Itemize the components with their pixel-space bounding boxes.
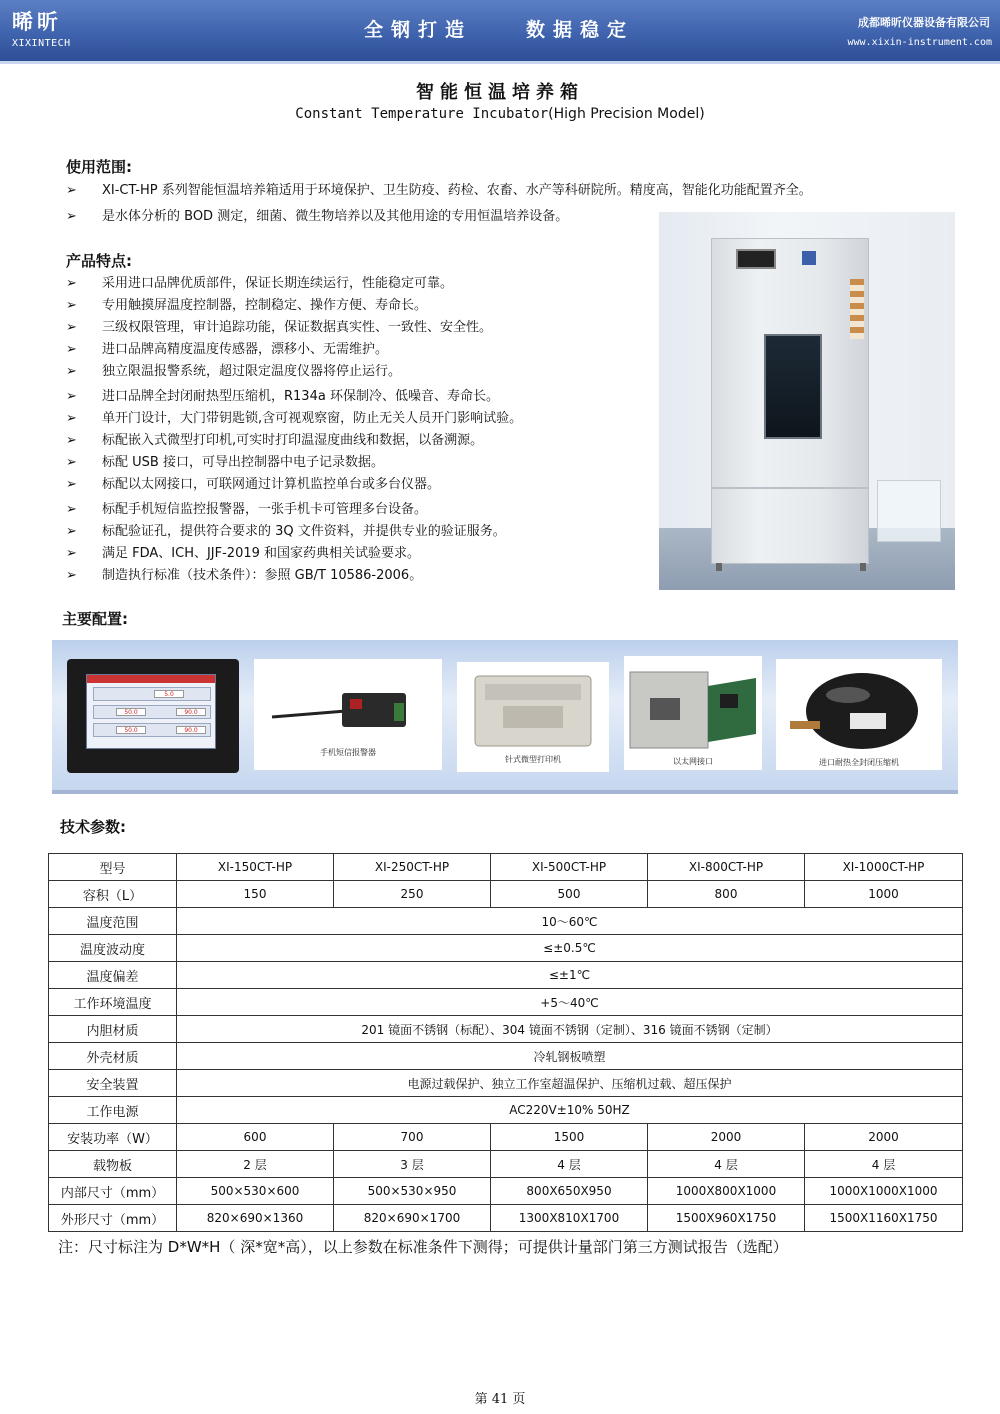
table-cell: 800X650X950	[491, 1178, 648, 1205]
table-cell: 1500X1160X1750	[805, 1205, 963, 1232]
ethernet-card-image	[624, 656, 762, 770]
header-banner	[0, 0, 1000, 64]
table-cell: XI-500CT-HP	[491, 854, 648, 881]
screen-value: 90.0	[176, 708, 206, 716]
bullet-arrow-icon: ➢	[66, 477, 77, 492]
features-heading: 产品特点:	[66, 252, 132, 270]
bullet-arrow-icon: ➢	[66, 364, 77, 379]
table-row	[49, 1043, 963, 1070]
bullet-arrow-icon: ➢	[66, 568, 77, 583]
row-label: 安全装置	[49, 1070, 177, 1097]
slogan-right: 数据稳定	[526, 19, 635, 41]
bullet-arrow-icon: ➢	[66, 389, 77, 404]
list-item-text: 进口品牌全封闭耐热型压缩机，R134a 环保制冷、低噪音、寿命长。	[102, 389, 499, 404]
screen-row	[93, 687, 211, 701]
list-item-text: XI-CT-HP 系列智能恒温培养箱适用于环境保护、卫生防疫、药检、农畜、水产等科研院所。精度高，智能化功能配置齐全。	[102, 183, 812, 198]
table-cell: 2000	[805, 1124, 963, 1151]
table-cell: 800	[648, 881, 805, 908]
product-title-en	[0, 106, 1000, 122]
bullet-arrow-icon: ➢	[66, 411, 77, 426]
table-cell: 700	[334, 1124, 491, 1151]
table-cell: 500×530×950	[334, 1178, 491, 1205]
list-item-text: 三级权限管理，审计追踪功能，保证数据真实性、一致性、安全性。	[102, 320, 493, 335]
table-row	[49, 989, 963, 1016]
spec-table	[48, 853, 963, 1232]
table-cell: XI-250CT-HP	[334, 854, 491, 881]
feature-item	[66, 501, 522, 523]
feature-item	[66, 432, 522, 454]
table-cell: 1000	[805, 881, 963, 908]
company-name: 成都晞昕仪器设备有限公司	[858, 16, 990, 29]
feature-item	[66, 319, 522, 341]
screen-row	[93, 723, 211, 737]
table-cell: 500	[491, 881, 648, 908]
table-cell: 201 镜面不锈钢（标配）、304 镜面不锈钢（定制）、316 镜面不锈钢（定制）	[177, 1016, 963, 1043]
table-row	[49, 935, 963, 962]
ethernet-caption: 以太网接口	[673, 757, 713, 766]
table-row	[49, 1178, 963, 1205]
table-cell: 1300X810X1700	[491, 1205, 648, 1232]
table-cell: 电源过载保护、独立工作室超温保护、压缩机过载、超压保护	[177, 1070, 963, 1097]
printer-image	[457, 662, 609, 772]
table-row	[49, 1151, 963, 1178]
controller-screen	[86, 674, 216, 749]
table-cell: 820×690×1700	[334, 1205, 491, 1232]
sms-alarm-image	[254, 659, 442, 770]
table-row	[49, 908, 963, 935]
table-row	[49, 881, 963, 908]
usage-heading: 使用范围:	[66, 158, 132, 176]
storage-box	[877, 480, 941, 542]
config-heading: 主要配置:	[62, 610, 128, 628]
row-label: 容积（L）	[49, 881, 177, 908]
product-title-cn: 智能恒温培养箱	[416, 82, 584, 103]
list-item-text: 标配以太网接口，可联网通过计算机监控单台或多台仪器。	[102, 477, 441, 492]
compressor-icon	[776, 659, 942, 770]
row-label: 内部尺寸（mm）	[49, 1178, 177, 1205]
row-label: 外形尺寸（mm）	[49, 1205, 177, 1232]
list-item-text: 满足 FDA、ICH、JJF-2019 和国家药典相关试验要求。	[102, 546, 421, 561]
screen-row	[93, 705, 211, 719]
table-cell: 500×530×600	[177, 1178, 334, 1205]
cabinet-legs	[716, 563, 866, 571]
table-cell: 10～60℃	[177, 908, 963, 935]
table-cell: 4 层	[805, 1151, 963, 1178]
control-panel-badge	[802, 251, 816, 265]
product-title-en-sub: (High Precision Model)	[548, 106, 705, 122]
table-cell: XI-1000CT-HP	[805, 854, 963, 881]
feature-item	[66, 545, 522, 567]
screen-title-bar	[87, 675, 215, 683]
table-cell: 1000X800X1000	[648, 1178, 805, 1205]
table-cell: XI-150CT-HP	[177, 854, 334, 881]
table-cell: 600	[177, 1124, 334, 1151]
list-item-text: 制造执行标准（技术条件）：参照 GB/T 10586-2006。	[102, 568, 423, 583]
table-row	[49, 1124, 963, 1151]
list-item-text: 单开门设计，大门带钥匙锁,含可视观察窗，防止无关人员开门影响试验。	[102, 411, 523, 426]
table-cell: 1500X960X1750	[648, 1205, 805, 1232]
table-row	[49, 1070, 963, 1097]
feature-item	[66, 341, 522, 363]
row-label: 安装功率（W）	[49, 1124, 177, 1151]
list-item-text: 标配验证孔，提供符合要求的 3Q 文件资料，并提供专业的验证服务。	[102, 524, 506, 539]
incubator-photo	[659, 212, 955, 590]
table-cell: 冷轧钢板喷塑	[177, 1043, 963, 1070]
page-number: 第 41 页	[474, 1392, 526, 1407]
screen-value: 90.0	[176, 726, 206, 734]
ethernet-card-icon	[624, 656, 762, 770]
row-label: 型号	[49, 854, 177, 881]
bullet-arrow-icon: ➢	[66, 502, 77, 517]
row-label: 工作电源	[49, 1097, 177, 1124]
table-row	[49, 1016, 963, 1043]
bullet-arrow-icon: ➢	[66, 298, 77, 313]
table-cell: ≤±0.5℃	[177, 935, 963, 962]
viewing-window	[764, 334, 822, 439]
feature-item	[66, 388, 522, 410]
list-item-text: 进口品牌高精度温度传感器，漂移小、无需维护。	[102, 342, 389, 357]
list-item-text: 标配 USB 接口，可导出控制器中电子记录数据。	[102, 455, 384, 470]
incubator-cabinet	[711, 238, 869, 564]
table-cell: 3 层	[334, 1151, 491, 1178]
control-panel-display	[736, 249, 776, 269]
feature-item	[66, 410, 522, 432]
list-item-text: 独立限温报警系统，超过限定温度仪器将停止运行。	[102, 364, 402, 379]
label-stickers	[850, 279, 864, 339]
table-cell: 2000	[648, 1124, 805, 1151]
specs-heading: 技术参数:	[60, 818, 126, 836]
list-item-text: 采用进口品牌优质部件，保证长期连续运行，性能稳定可靠。	[102, 276, 454, 291]
feature-item	[66, 567, 522, 589]
screen-value: 50.0	[116, 708, 146, 716]
row-label: 内胆材质	[49, 1016, 177, 1043]
table-cell: 2 层	[177, 1151, 334, 1178]
table-row	[49, 962, 963, 989]
compressor-image	[776, 659, 942, 770]
row-label: 温度范围	[49, 908, 177, 935]
table-cell: ≤±1℃	[177, 962, 963, 989]
table-row	[49, 854, 963, 881]
table-cell: 820×690×1360	[177, 1205, 334, 1232]
table-row	[49, 1205, 963, 1232]
bullet-arrow-icon: ➢	[66, 320, 77, 335]
table-cell: 1000X1000X1000	[805, 1178, 963, 1205]
bullet-arrow-icon: ➢	[66, 524, 77, 539]
table-cell: AC220V±10% 50HZ	[177, 1097, 963, 1124]
table-cell: 250	[334, 881, 491, 908]
compressor-caption: 进口耐热全封闭压缩机	[819, 758, 899, 767]
bullet-arrow-icon: ➢	[66, 546, 77, 561]
table-cell: 4 层	[648, 1151, 805, 1178]
bullet-arrow-icon: ➢	[66, 209, 77, 224]
row-label: 温度偏差	[49, 962, 177, 989]
feature-item	[66, 476, 522, 501]
feature-item	[66, 523, 522, 545]
usage-item	[66, 182, 812, 208]
bullet-arrow-icon: ➢	[66, 276, 77, 291]
slogan-left: 全钢打造	[364, 19, 473, 41]
table-row	[49, 1097, 963, 1124]
table-cell: +5～40℃	[177, 989, 963, 1016]
feature-item	[66, 363, 522, 388]
footnote: 注：尺寸标注为 D*W*H（ 深*宽*高），以上参数在标准条件下测得；可提供计量部门第三方测试报告（选配）	[58, 1238, 788, 1256]
touchscreen-controller-image	[67, 659, 239, 773]
list-item-text: 专用触摸屏温度控制器，控制稳定、操作方便、寿命长。	[102, 298, 428, 313]
features-list	[66, 275, 522, 589]
feature-item	[66, 297, 522, 319]
table-cell: 150	[177, 881, 334, 908]
row-label: 工作环境温度	[49, 989, 177, 1016]
bullet-arrow-icon: ➢	[66, 433, 77, 448]
door-divider	[712, 487, 868, 489]
row-label: 外壳材质	[49, 1043, 177, 1070]
config-strip	[52, 640, 958, 790]
brand-name-cn: 晞昕	[12, 10, 62, 34]
screen-value: 50.0	[116, 726, 146, 734]
feature-item	[66, 275, 522, 297]
feature-item	[66, 454, 522, 476]
printer-caption: 针式微型打印机	[505, 755, 561, 764]
bullet-arrow-icon: ➢	[66, 183, 77, 198]
product-title-en-main: Constant Temperature Incubator	[295, 106, 549, 122]
row-label: 温度波动度	[49, 935, 177, 962]
sms-alarm-caption: 手机短信报警器	[320, 748, 376, 757]
brand-name-en: XIXINTECH	[12, 38, 71, 49]
list-item-text: 标配嵌入式微型打印机,可实时打印温湿度曲线和数据，以备溯源。	[102, 433, 484, 448]
row-label: 载物板	[49, 1151, 177, 1178]
list-item-text: 标配手机短信监控报警器，一张手机卡可管理多台设备。	[102, 502, 428, 517]
table-cell: 1500	[491, 1124, 648, 1151]
bullet-arrow-icon: ➢	[66, 342, 77, 357]
table-cell: 4 层	[491, 1151, 648, 1178]
table-cell: XI-800CT-HP	[648, 854, 805, 881]
company-website[interactable]: www.xixin-instrument.com	[847, 37, 992, 48]
bullet-arrow-icon: ➢	[66, 455, 77, 470]
list-item-text: 是水体分析的 BOD 测定，细菌、微生物培养以及其他用途的专用恒温培养设备。	[102, 209, 569, 224]
screen-value: 5.0	[154, 690, 184, 698]
